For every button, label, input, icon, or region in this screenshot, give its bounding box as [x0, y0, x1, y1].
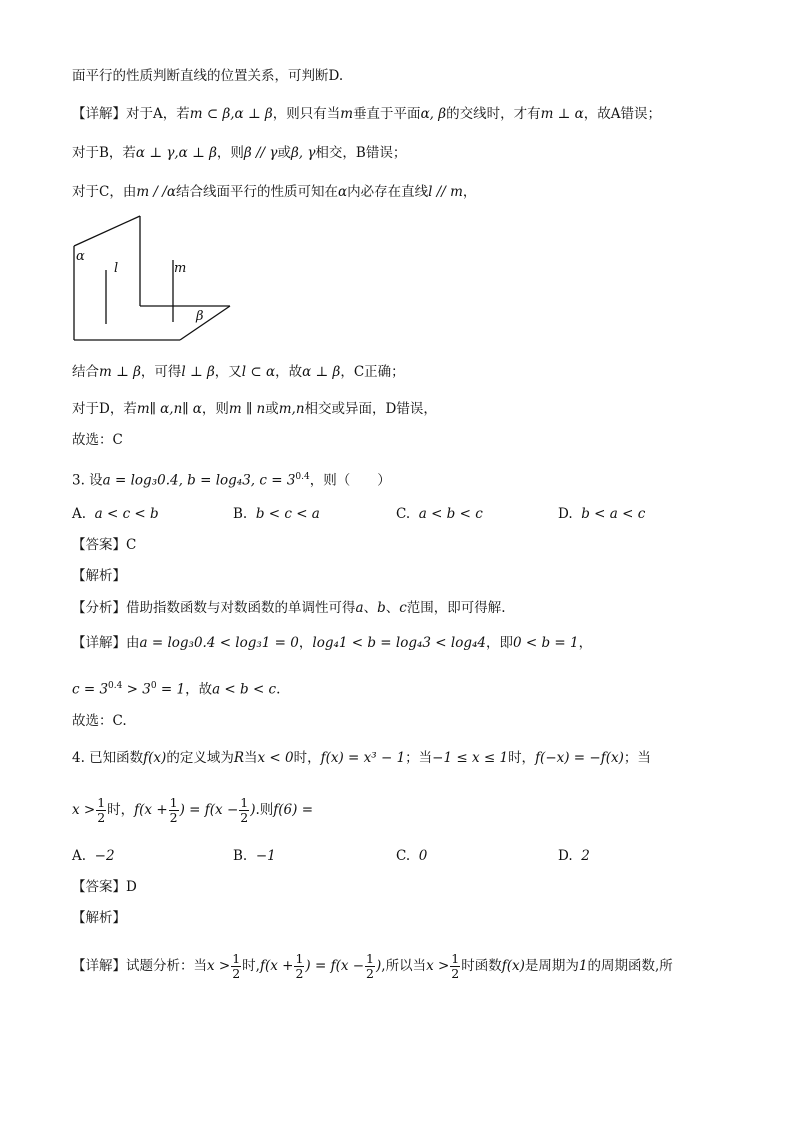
m-label: m	[174, 261, 187, 276]
text-span: 对于A，若	[126, 106, 190, 122]
math-span: α, β	[420, 106, 447, 122]
text-span: 是周期为	[524, 958, 579, 974]
option-text: −1	[255, 848, 276, 864]
answer-line	[72, 535, 136, 555]
analysis-sub-tag: 【分析】	[72, 600, 126, 616]
text-line	[72, 430, 123, 450]
fraction	[239, 796, 249, 825]
text-span: ,所以当	[381, 958, 427, 974]
option-letter: D.	[558, 848, 573, 864]
text-span: ，又	[214, 364, 242, 380]
math-span: m / /α	[136, 184, 176, 200]
text-span: 或	[277, 145, 291, 161]
math-span: log₄1 < b = log₄3 < log₄4	[312, 635, 486, 651]
text-span: ，即	[485, 635, 513, 651]
math-span: b	[377, 600, 386, 616]
fraction	[96, 796, 106, 825]
text-span: 试题分析：当	[126, 958, 207, 974]
text-span: 垂直于平面	[353, 106, 421, 122]
fraction-numerator: 1	[169, 795, 178, 810]
option-letter: B.	[233, 506, 248, 522]
text-line	[72, 143, 406, 163]
option-letter: C.	[396, 848, 411, 864]
text-span: .则	[255, 802, 274, 818]
option-text: 0	[418, 848, 428, 864]
fraction-denominator: 2	[232, 966, 241, 981]
text-span: 由	[126, 635, 140, 651]
option-a	[72, 846, 115, 866]
text-span: 时，	[293, 750, 321, 766]
math-span: m∥ α,n∥ α	[136, 401, 202, 417]
math-span: ) = f(x −	[305, 958, 365, 974]
analysis-tag: 【解析】	[72, 910, 126, 926]
math-sup: 0.4	[108, 681, 123, 691]
text-span: 的定义域为	[166, 750, 234, 766]
math-span: β // γ	[243, 145, 278, 161]
math-span: α ⊥ γ,α ⊥ β	[135, 145, 217, 161]
detail-tag: 【详解】	[72, 958, 126, 974]
math-span: = 1	[156, 681, 186, 698]
math-span: ) = f(x −	[179, 802, 239, 818]
text-span: 时,	[242, 958, 260, 974]
answer-value: C	[126, 537, 137, 553]
alpha-label: α	[76, 249, 85, 264]
fraction	[231, 952, 241, 981]
math-span: a = log₃0.4, b = log₄3, c = 3	[102, 472, 296, 489]
answer-value: D	[126, 879, 137, 895]
option-text: a < c < b	[94, 506, 159, 522]
text-line	[72, 948, 673, 984]
text-span: ，	[462, 184, 477, 200]
text-span: ，则只有当	[272, 106, 341, 122]
math-span: f(x +	[259, 958, 294, 974]
text-span: ；当	[405, 750, 433, 766]
math-span: 1	[578, 958, 588, 974]
math-span: m	[340, 106, 354, 122]
fraction-numerator: 1	[97, 795, 106, 810]
text-span: ，可得	[140, 364, 182, 380]
math-span: > 3	[122, 681, 151, 698]
text-span: ，	[578, 635, 593, 651]
text-span: 时函数	[461, 958, 502, 974]
option-text: a < b < c	[418, 506, 483, 522]
math-span: f(−x) = −f(x)	[535, 750, 624, 766]
beta-label: β	[196, 309, 204, 324]
text-span: ，则	[201, 401, 229, 417]
answer-tag: 【答案】	[72, 537, 126, 553]
math-span: x < 0	[257, 750, 294, 766]
option-b	[233, 504, 320, 524]
answer-tag: 【答案】	[72, 879, 126, 895]
option-letter: A.	[72, 848, 87, 864]
text-span: ，故	[275, 364, 303, 380]
text-span: 借助指数函数与对数函数的单调性可得	[126, 600, 356, 616]
fraction-denominator: 2	[240, 810, 249, 825]
math-span: c	[399, 600, 407, 616]
math-span: m ⊂ β,α ⊥ β	[189, 106, 273, 122]
math-span: α	[337, 184, 348, 200]
math-span: l // m	[428, 184, 463, 200]
math-span: )	[250, 802, 256, 818]
math-span: l ⊥ β	[181, 364, 215, 380]
math-span: )	[376, 958, 382, 974]
plane-figure	[60, 210, 250, 350]
text-line	[72, 399, 437, 419]
text-span: 的周期函数,所	[587, 958, 673, 974]
answer-line	[72, 877, 137, 897]
fraction-numerator: 1	[295, 951, 304, 966]
math-span: −1 ≤ x ≤ 1	[432, 750, 509, 766]
option-text: b < c < a	[255, 506, 320, 522]
question-3	[72, 467, 391, 491]
option-text: 2	[581, 848, 590, 864]
option-text: −2	[94, 848, 115, 864]
fraction	[450, 952, 460, 981]
fraction-denominator: 2	[295, 966, 304, 981]
text-span: 范围，即可得解.	[406, 600, 506, 616]
math-span: 0 < b = 1	[512, 635, 579, 651]
math-span: m ∥ n	[228, 401, 266, 417]
question-number: 4. 已知函数	[72, 750, 144, 766]
text-line	[72, 676, 280, 700]
math-span: α ⊥ β	[302, 364, 341, 380]
text-span: 、	[385, 600, 400, 616]
text-line	[72, 633, 592, 653]
fraction	[294, 952, 304, 981]
text-span: ，则（ ）	[309, 472, 391, 489]
text-span: 、	[363, 600, 378, 616]
text-span: 或	[265, 401, 279, 417]
text-span: ，	[298, 635, 313, 651]
option-c	[396, 846, 427, 866]
text-span: 的交线时，才有	[446, 106, 541, 122]
analysis-heading	[72, 908, 126, 928]
math-span: m ⊥ α	[540, 106, 584, 122]
math-span: a	[355, 600, 364, 616]
option-text: b < a < c	[581, 506, 646, 522]
text-span: 时，	[508, 750, 536, 766]
text-line	[72, 792, 313, 828]
option-c	[396, 504, 483, 524]
text-line	[72, 362, 405, 382]
detail-tag: 【详解】	[72, 635, 126, 651]
math-span: a < b < c	[212, 681, 277, 698]
option-letter: A.	[72, 506, 87, 522]
analysis-tag: 【解析】	[72, 568, 126, 584]
math-span: f(x) = x³ − 1	[320, 750, 406, 766]
text-span: 面平行的性质判断直线的位置关系，可判断D.	[72, 68, 344, 84]
text-span: 结合	[72, 364, 99, 380]
math-sup: 0	[150, 681, 157, 691]
plane-alpha-edge	[74, 216, 140, 246]
text-line	[72, 66, 343, 86]
fraction-numerator: 1	[366, 951, 374, 966]
math-span: R	[233, 750, 244, 766]
math-span: f(x)	[501, 958, 525, 974]
detail-tag: 【详解】	[72, 106, 126, 122]
option-d	[558, 504, 645, 524]
math-span: c = 3	[72, 681, 109, 698]
text-span: ；当	[623, 750, 651, 766]
math-span: f(x)	[143, 750, 167, 766]
option-a	[72, 504, 159, 524]
text-span: 对于C，由	[72, 184, 137, 200]
text-span: 内必存在直线	[347, 184, 429, 200]
text-span: 对于D，若	[72, 401, 137, 417]
question-4	[72, 748, 651, 768]
text-span: ，故	[185, 681, 213, 698]
text-span: ，C正确；	[340, 364, 405, 380]
l-label: l	[114, 261, 119, 276]
text-line	[72, 104, 661, 124]
fraction-denominator: 2	[97, 810, 106, 825]
answer-selection	[72, 711, 127, 731]
plane-beta-edge	[180, 306, 230, 340]
analysis-heading	[72, 566, 126, 586]
question-number: 3. 设	[72, 472, 103, 489]
fraction	[365, 952, 375, 981]
text-span: 时，	[107, 802, 135, 818]
fraction-numerator: 1	[240, 795, 249, 810]
fraction-denominator: 2	[366, 966, 374, 981]
math-span: x >	[207, 958, 231, 974]
text-line	[72, 598, 506, 618]
math-span: a = log₃0.4 < log₃1 = 0	[139, 635, 299, 651]
option-letter: C.	[396, 506, 411, 522]
option-letter: B.	[233, 848, 248, 864]
fraction	[169, 796, 179, 825]
math-span: f(x +	[134, 802, 168, 818]
text-span: 故选：C.	[72, 713, 127, 729]
text-span: 相交，B错误；	[315, 145, 407, 161]
answer-selection: 故选：C	[72, 432, 123, 448]
math-span: m,n	[278, 401, 305, 417]
math-span: m ⊥ β	[99, 364, 141, 380]
text-span: .	[276, 681, 281, 698]
option-b	[233, 846, 276, 866]
fraction-numerator: 1	[232, 951, 241, 966]
fraction-denominator: 2	[169, 810, 178, 825]
text-span: 相交或异面，D错误，	[304, 401, 437, 417]
text-span: 对于B，若	[72, 145, 136, 161]
math-span: x >	[72, 802, 96, 818]
fraction-denominator: 2	[451, 966, 460, 981]
option-d	[558, 846, 590, 866]
text-span: ，则	[216, 145, 244, 161]
text-span: ，故A错误；	[583, 106, 662, 122]
math-span: x >	[426, 958, 450, 974]
text-line	[72, 182, 476, 202]
text-span: 结合线面平行的性质可知在	[175, 184, 338, 200]
math-span: l ⊂ α	[241, 364, 276, 380]
math-span: β, γ	[290, 145, 316, 161]
option-letter: D.	[558, 506, 573, 522]
text-span: 当	[244, 750, 258, 766]
math-span: f(6) =	[273, 802, 314, 818]
fraction-numerator: 1	[451, 951, 460, 966]
math-sup: 0.4	[295, 472, 310, 482]
